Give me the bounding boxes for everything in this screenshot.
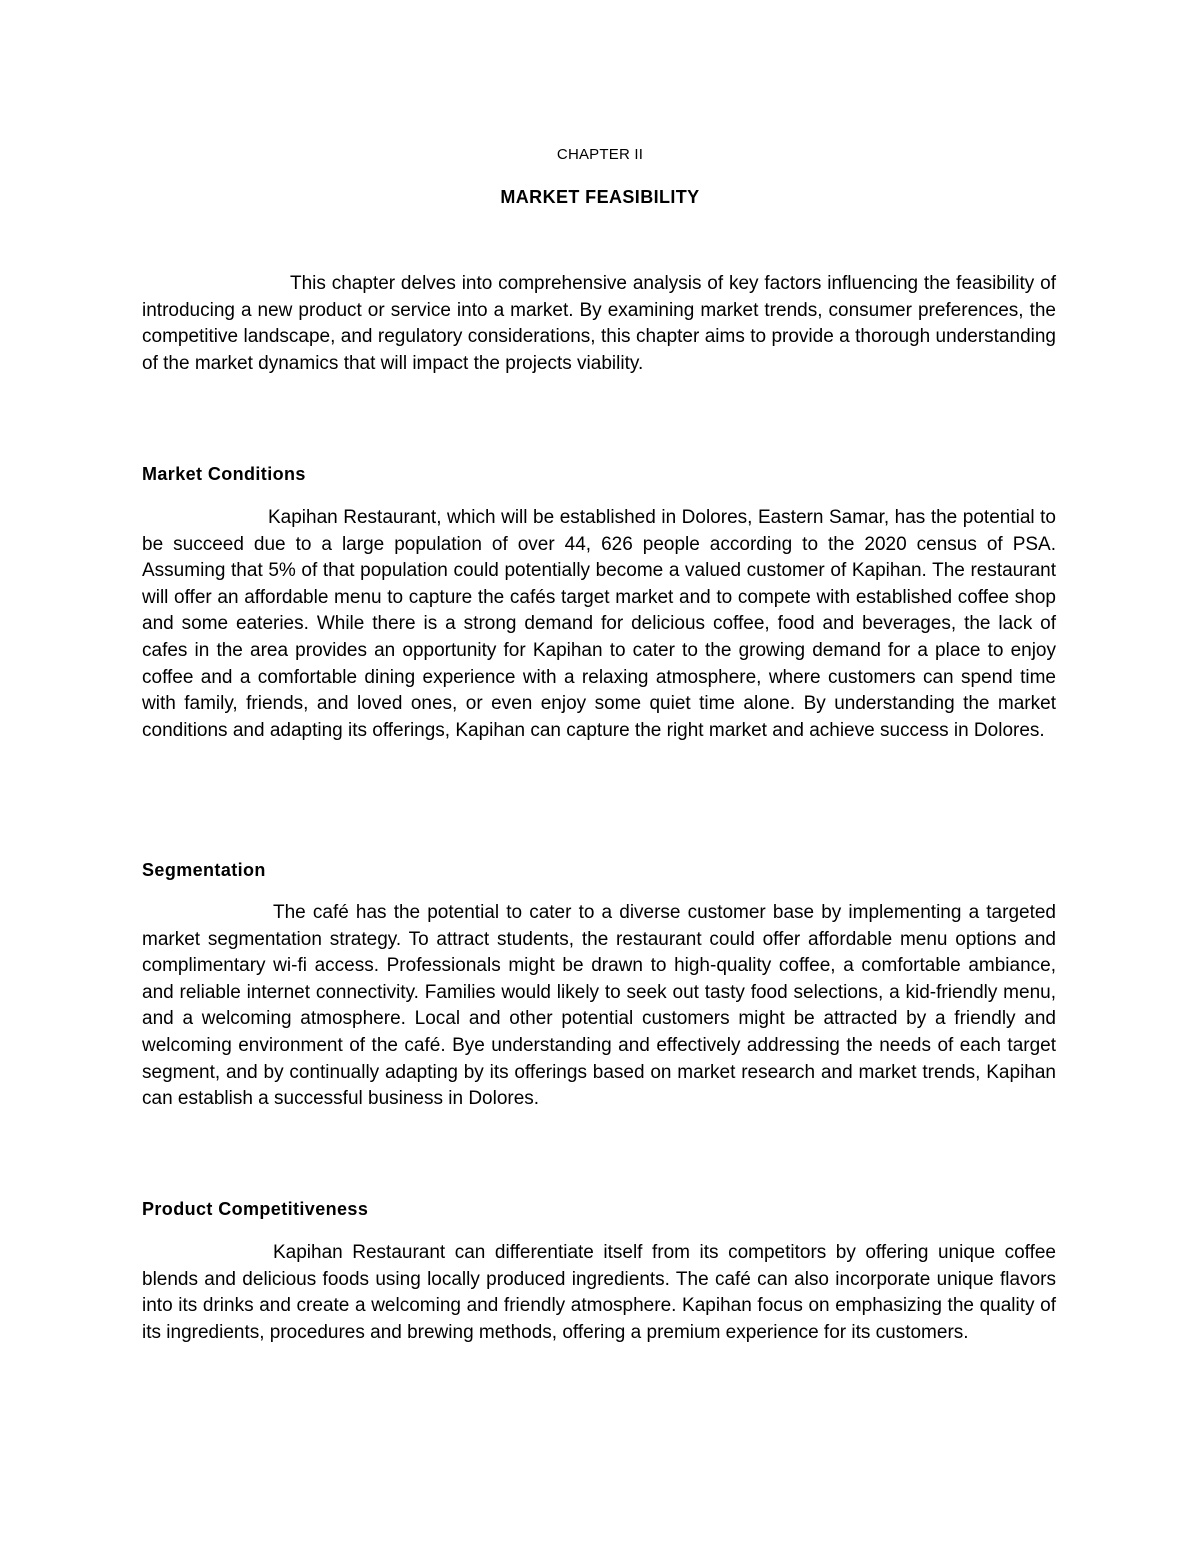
section-heading-market-conditions: Market Conditions <box>142 464 306 484</box>
section-heading-segmentation: Segmentation <box>142 860 266 880</box>
section-heading-product-competitiveness: Product Competitiveness <box>142 1199 369 1219</box>
section-body-market-conditions: Kapihan Restaurant, which will be established in Dolores, Eastern Samar, has the potential to be succeed due to a large population of over 44, 626 people according to the 2020 census of PSA. Assuming that 5% of that population could potentially become a valued customer of Kapihan. The restaurant will offer an affordable menu to capture the cafés target market and to compete with established coffee shop and some eateries. While there is a strong demand for delicious coffee, food and beverages, the lack of cafes in the area provides an opportunity for Kapihan to cater to the growing demand for a place to enjoy coffee and a comfortable dining experience with a relaxing atmosphere, where customers can spend time with family, friends, and loved ones, or even enjoy some quiet time alone. By understanding the market conditions and adapting its offerings, Kapihan can capture the right market and achieve success in Dolores. <box>142 507 1056 741</box>
chapter-label: CHAPTER II <box>556 146 644 163</box>
intro-paragraph: This chapter delves into comprehensive analysis of key factors influencing the feasibility of introducing a new product or service into a market. By examining market trends, consumer preferences, the competitive landscape, and regulatory considerations, this chapter aims to provide a thorough understanding of the market dynamics that will impact the projects viability. <box>142 273 1056 374</box>
section-body-product-competitiveness: Kapihan Restaurant can differentiate itself from its competitors by offering unique coffee blends and delicious foods using locally produced ingredients. The café can also incorporate unique flavors into its drinks and create a welcoming and friendly atmosphere. Kapihan focus on emphasizing the quality of its ingredients, procedures and brewing methods, offering a premium experience for its customers. <box>142 1242 1056 1343</box>
chapter-title: MARKET FEASIBILITY <box>500 187 700 207</box>
section-body-segmentation: The café has the potential to cater to a diverse customer base by implementing a targeted market segmentation strategy. To attract students, the restaurant could offer affordable menu options and complimentary wi-fi access. Professionals might be drawn to high-quality coffee, a comfortable ambiance, and reliable internet connectivity. Families would likely to seek out tasty food selections, a kid-friendly menu, and a welcoming atmosphere. Local and other potential customers might be attracted by a friendly and welcoming environment of the café. Bye understanding and effectively addressing the needs of each target segment, and by continually adapting by its offerings based on market research and market trends, Kapihan can establish a successful business in Dolores. <box>142 902 1056 1110</box>
